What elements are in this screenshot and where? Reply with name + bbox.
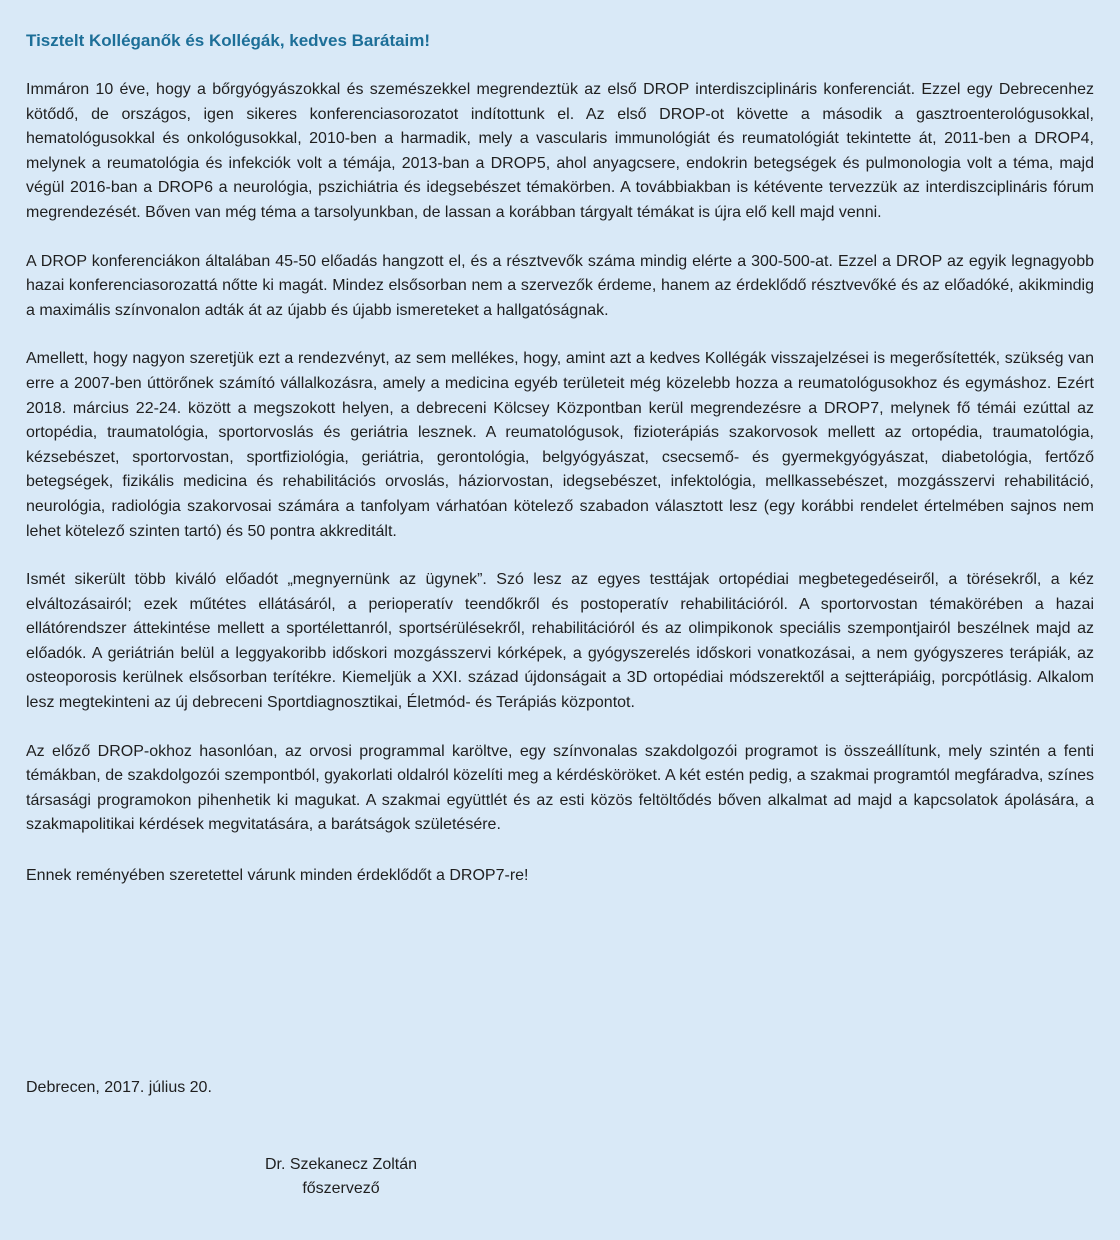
closing-line: Ennek reményében szeretettel várunk minden érdeklődőt a DROP7-re! [26,867,529,885]
paragraph-social-program: Az előző DROP-okhoz hasonlóan, az orvosi programmal karöltve, egy színvonalas szakdolgozói programot is összeállítunk, mely szintén a fenti témákban, de szakdolgozói szempontból, gyakorlati oldalról közelíti meg a kérdésköröket. A két estén pedig, a szakmai programtól megfáradva, színes társasági programokon pihenhetik ki magukat. A szakmai együttlét és az esti közös feltöltődés bőven alkalmat ad majd a kapcsolatok ápolására, a szakmapolitikai kérdések megvitatására, a barátságok születésére. [26,742,1094,834]
place-date: Debrecen, 2017. július 20. [26,1079,212,1096]
signature-block [216,1153,466,1201]
signature-role: főszervező [302,1180,380,1197]
greeting-heading: Tisztelt Kolléganők és Kollégák, kedves Barátaim! [26,31,431,50]
paragraph-history: Immáron 10 éve, hogy a bőrgyógyászokkal és szemészekkel megrendeztük az első DROP interdiszciplináris konferenciát. Ezzel egy Debrecenhez kötődő, de országos, igen sikeres konferenciasorozatot indítottunk el. Az első DROP-ot követte a második a gasztroenterológusokkal, hematológusokkal és onkológusokkal, 2010-ben a harmadik, mely a vascularis immunológiát és reumatológiát tekintette át, 2011-ben a DROP4, melynek a reumatológia és infekciók volt a témája, 2013-ban a DROP5, ahol anyagcsere, endokrin betegségek és pulmonologia volt a téma, majd végül 2016-ban a DROP6 a neurológia, pszichiátria és idegsebészet témakörben. A továbbiakban is kétévente tervezzük az interdiszciplináris fórum megrendezését. Bőven van még téma a tarsolyunkban, de lassan a korábban tárgyalt témákat is újra elő kell majd venni. [26,81,1094,221]
signature-name: Dr. Szekanecz Zoltán [264,1156,418,1173]
paragraph-drop7-announcement: Amellett, hogy nagyon szeretjük ezt a rendezvényt, az sem mellékes, hogy, amint azt a kedves Kollégák visszajelzései is megerősítették, szükség van erre a 2007-ben úttörőnek számító vállalkozásra, amely a medicina egyéb területeit még közelebb hozza a reumatológusokhoz és egymáshoz. Ezért 2018. március 22-24. között a megszokott helyen, a debreceni Kölcsey Központban kerül megrendezésre a DROP7, melynek fő témái ezúttal az ortopédia, traumatológia, sportorvoslás és geriátria lesznek. A reumatológusok, fizioterápiás szakorvosok mellett az ortopédia, traumatológia, kézsebészet, sportorvostan, sportfiziológia, geriátria, gerontológia, belgyógyászat, csecsemő- és gyermekgyógyászat, diabetológia, fertőző betegségek, fizikális medicina és rehabilitációs orvoslás, háziorvostan, idegsebészet, infektológia, mellkassebészet, mozgásszervi rehabilitáció, neurológia, radiológia szakorvosai számára a tanfolyam várhatóan kötelező szabadon választott lesz (egy korábbi rendelet értelmében sajnos nem lehet kötelező szinten tartó) és 50 pontra akkreditált. [26,350,1094,540]
paragraph-attendance: A DROP konferenciákon általában 45-50 előadás hangzott el, és a résztvevők száma mindig elérte a 300-500-at. Ezzel a DROP az egyik legnagyobb hazai konferenciasorozattá nőtte ki magát. Mindez elsősorban nem a szervezők érdeme, hanem az érdeklődő résztvevőké és az előadóké, akikmindig a maximális színvonalon adták át az újabb és újabb ismereteket a hallgatóságnak. [26,252,1094,319]
paragraph-topics: Ismét sikerült több kiváló előadót „megnyernünk az ügynek”. Szó lesz az egyes testtájak ortopédiai megbetegedéseiről, a törésekről, a kéz elváltozásairól; ezek műtétes ellátásáról, a perioperatív teendőkről és postoperatív rehabilitációról. A sportorvostan témakörében a hazai ellátórendszer áttekintése mellett a sportélettanról, sportsérülésekről, rehabilitációról és az olimpikonok speciális szempontjairól beszélnek majd az előadók. A geriátrián belül a leggyakoribb időskori mozgásszervi kórképek, a gyógyszerelés időskori vonatkozásai, a nem gyógyszeres terápiák, az osteoporosis kerülnek elsősorban terítékre. Kiemeljük a XXI. század újdonságait a 3D ortopédiai módszerektől a sejtterápiáig, porcpótlásig. Alkalom lesz megtekinteni az új debreceni Sportdiagnosztikai, Életmód- és Terápiás központot. [26,571,1094,712]
